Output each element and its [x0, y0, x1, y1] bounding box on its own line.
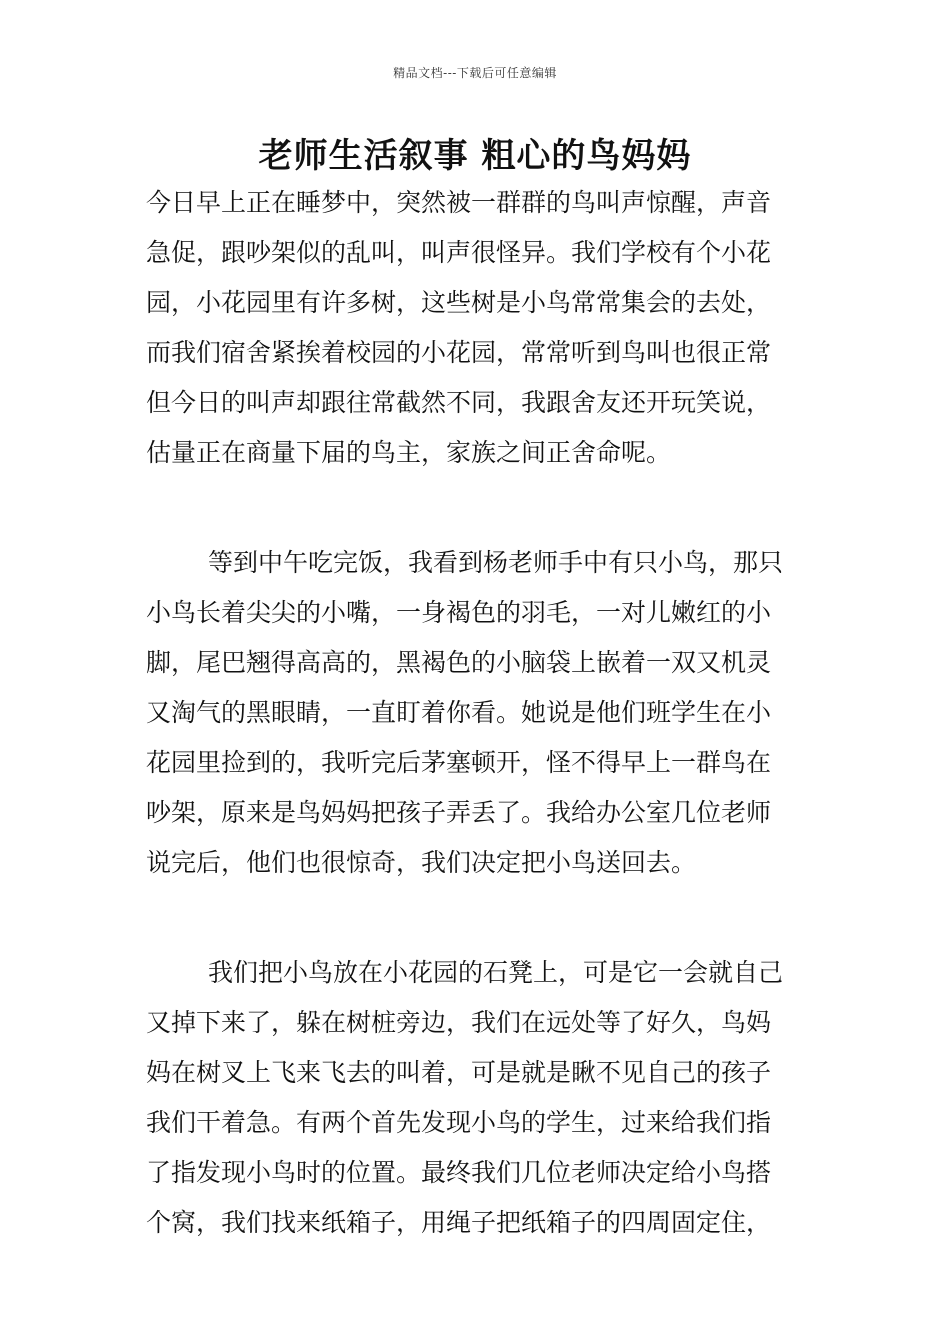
text-line: 小鸟长着尖尖的小嘴，一身褐色的羽毛，一对儿嫩红的小: [146, 598, 772, 627]
text-line: 今日早上正在睡梦中，突然被一群群的鸟叫声惊醒，声音: [146, 188, 772, 217]
paragraph-3: [146, 948, 808, 1248]
document-title: 老师生活叙事 粗心的鸟妈妈: [258, 136, 692, 176]
header-note: 精品文档---下载后可任意编辑: [393, 66, 557, 80]
text-line: 等到中午吃完饭，我看到杨老师手中有只小鸟，那只: [208, 548, 784, 577]
text-line: 而我们宿舍紧挨着校园的小花园，常常听到鸟叫也很正常: [146, 338, 772, 367]
text-line: 又掉下来了，躲在树桩旁边，我们在远处等了好久，鸟妈: [146, 1008, 772, 1037]
text-line: 估量正在商量下届的鸟主，家族之间正舍命呢。: [146, 438, 672, 467]
body-text: [146, 178, 808, 1248]
paragraph-gap: [146, 478, 808, 538]
text-line: 园，小花园里有许多树，这些树是小鸟常常集会的去处，: [146, 288, 772, 317]
text-line: 但今日的叫声却跟往常截然不同，我跟舍友还开玩笑说，: [146, 388, 772, 417]
text-line: 妈在树叉上飞来飞去的叫着，可是就是瞅不见自己的孩子: [146, 1058, 772, 1087]
text-line: 急促，跟吵架似的乱叫，叫声很怪异。我们学校有个小花: [146, 238, 772, 267]
text-line: 又淘气的黑眼睛，一直盯着你看。她说是他们班学生在小: [146, 698, 772, 727]
text-line: 吵架，原来是鸟妈妈把孩子弄丢了。我给办公室几位老师: [146, 798, 772, 827]
text-line: 我们把小鸟放在小花园的石凳上，可是它一会就自己: [208, 958, 784, 987]
text-line: 我们干着急。有两个首先发现小鸟的学生，过来给我们指: [146, 1108, 772, 1137]
text-line: 花园里捡到的，我听完后茅塞顿开，怪不得早上一群鸟在: [146, 748, 772, 777]
paragraph-gap: [146, 888, 808, 948]
paragraph-1: [146, 178, 808, 478]
text-line: 个窝，我们找来纸箱子，用绳子把纸箱子的四周固定住，: [146, 1208, 772, 1237]
text-line: 脚，尾巴翘得高高的，黑褐色的小脑袋上嵌着一双又机灵: [146, 648, 772, 677]
paragraph-2: [146, 538, 808, 888]
text-line: 了指发现小鸟时的位置。最终我们几位老师决定给小鸟搭: [146, 1158, 772, 1187]
text-line: 说完后，他们也很惊奇，我们决定把小鸟送回去。: [146, 848, 697, 877]
